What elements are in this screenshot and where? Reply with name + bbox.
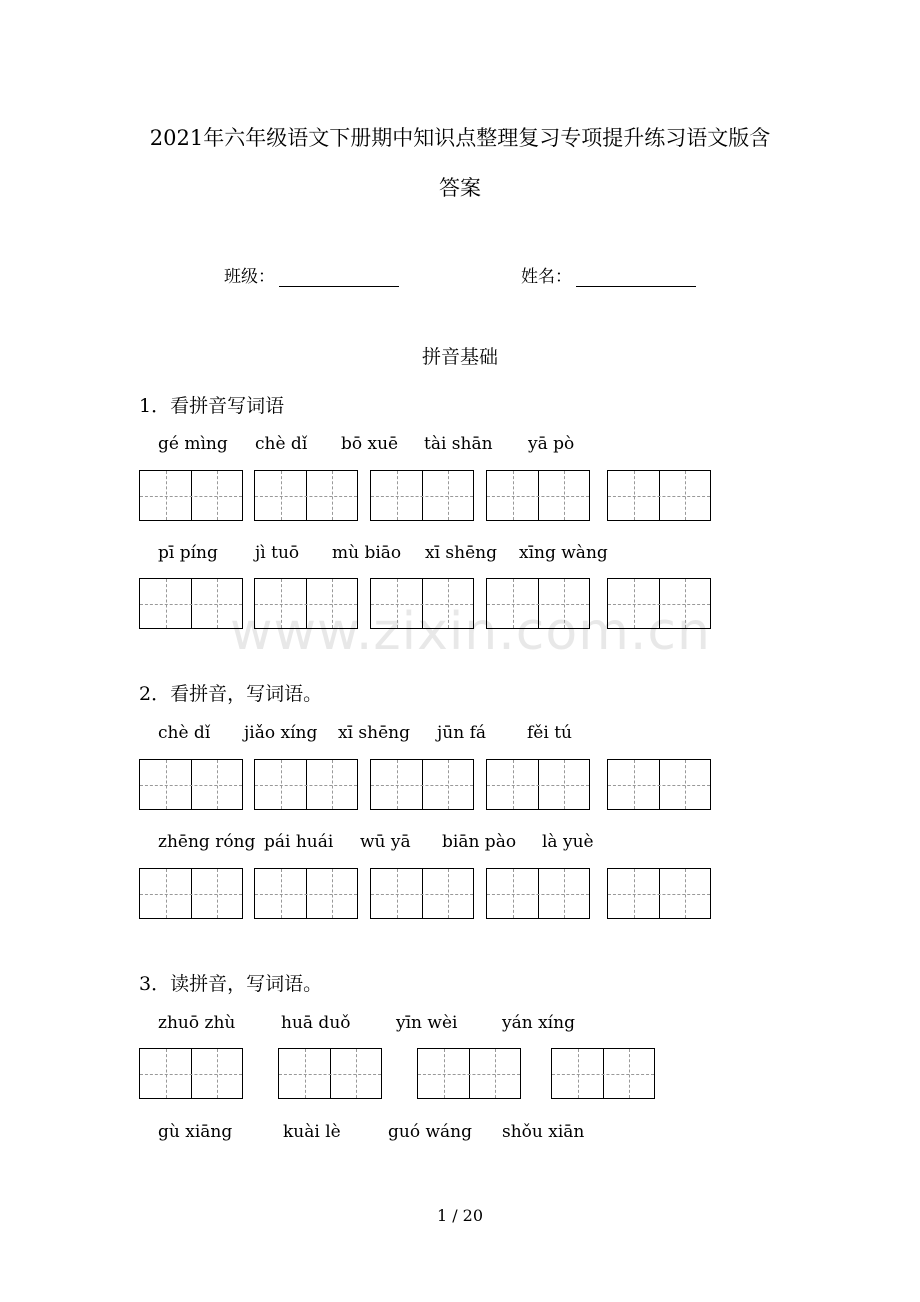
q2-pinyin-1-3: xī shēng (338, 723, 410, 743)
q2-box-2-4[interactable] (486, 868, 590, 919)
q1-pinyin-2-3: mù biāo (332, 543, 402, 563)
q1-title: 1．看拼音写词语 (139, 395, 285, 417)
class-blank[interactable] (279, 270, 399, 287)
q2-pinyin-1-1: chè dǐ (158, 723, 211, 743)
q3-box-1-2[interactable] (278, 1048, 382, 1099)
q3-pinyin-1-4: yán xíng (502, 1013, 575, 1033)
q1-box-1-5[interactable] (607, 470, 711, 521)
q2-title: 2．看拼音，写词语。 (139, 683, 323, 705)
q2-box-1-1[interactable] (139, 759, 243, 810)
q2-pinyin-1-4: jūn fá (437, 723, 486, 743)
q3-pinyin-1-2: huā duǒ (281, 1013, 351, 1033)
q1-box-1-4[interactable] (486, 470, 590, 521)
q2-pinyin-2-4: biān pào (442, 832, 517, 852)
q1-pinyin-1-3: bō xuē (341, 434, 399, 454)
q2-pinyin-2-1: zhēng róng (158, 832, 256, 852)
q3-pinyin-2-1: gù xiāng (158, 1122, 233, 1142)
q1-pinyin-1-5: yā pò (528, 434, 575, 454)
q1-box-2-1[interactable] (139, 578, 243, 629)
q3-pinyin-1-1: zhuō zhù (158, 1013, 236, 1033)
q1-box-2-3[interactable] (370, 578, 474, 629)
q1-box-2-5[interactable] (607, 578, 711, 629)
q1-pinyin-2-4: xī shēng (425, 543, 497, 563)
section-title: 拼音基础 (421, 346, 498, 368)
class-label: 班级： (224, 267, 275, 287)
q2-pinyin-2-2: pái huái (264, 832, 334, 852)
q3-box-1-4[interactable] (551, 1048, 655, 1099)
q2-pinyin-2-5: là yuè (542, 832, 594, 852)
q1-pinyin-2-1: pī píng (158, 543, 218, 563)
q3-pinyin-2-3: guó wáng (388, 1122, 472, 1142)
q1-box-1-3[interactable] (370, 470, 474, 521)
q2-box-1-3[interactable] (370, 759, 474, 810)
q2-pinyin-2-3: wū yā (360, 832, 411, 852)
q1-box-2-2[interactable] (254, 578, 358, 629)
q3-box-1-1[interactable] (139, 1048, 243, 1099)
q1-pinyin-2-5: xīng wàng (519, 543, 608, 563)
page-number: 1 / 20 (436, 1206, 484, 1225)
q3-title: 3．读拼音，写词语。 (139, 973, 323, 995)
q1-pinyin-1-2: chè dǐ (255, 434, 308, 454)
q3-pinyin-2-2: kuài lè (283, 1122, 341, 1142)
q2-box-2-1[interactable] (139, 868, 243, 919)
name-blank[interactable] (576, 270, 696, 287)
q2-box-1-5[interactable] (607, 759, 711, 810)
q1-pinyin-1-4: tài shān (424, 434, 493, 454)
q1-box-1-2[interactable] (254, 470, 358, 521)
doc-title-line1: 2021年六年级语文下册期中知识点整理复习专项提升练习语文版含 (149, 126, 771, 150)
q2-box-1-2[interactable] (254, 759, 358, 810)
q1-box-2-4[interactable] (486, 578, 590, 629)
q2-box-2-2[interactable] (254, 868, 358, 919)
q3-pinyin-2-4: shǒu xiān (502, 1122, 585, 1142)
q1-pinyin-1-1: gé mìng (158, 434, 228, 454)
name-field (521, 262, 696, 287)
name-label: 姓名： (521, 267, 572, 287)
class-field (224, 262, 399, 287)
watermark: www.zixin.com.cn (230, 602, 711, 662)
q2-box-2-5[interactable] (607, 868, 711, 919)
q2-box-1-4[interactable] (486, 759, 590, 810)
q2-box-2-3[interactable] (370, 868, 474, 919)
q3-box-1-3[interactable] (417, 1048, 521, 1099)
q2-pinyin-1-5: fěi tú (527, 723, 572, 743)
q1-box-1-1[interactable] (139, 470, 243, 521)
doc-title-line2: 答案 (439, 176, 481, 200)
q2-pinyin-1-2: jiǎo xíng (244, 723, 318, 743)
q3-pinyin-1-3: yīn wèi (396, 1013, 458, 1033)
q1-pinyin-2-2: jì tuō (255, 543, 300, 563)
